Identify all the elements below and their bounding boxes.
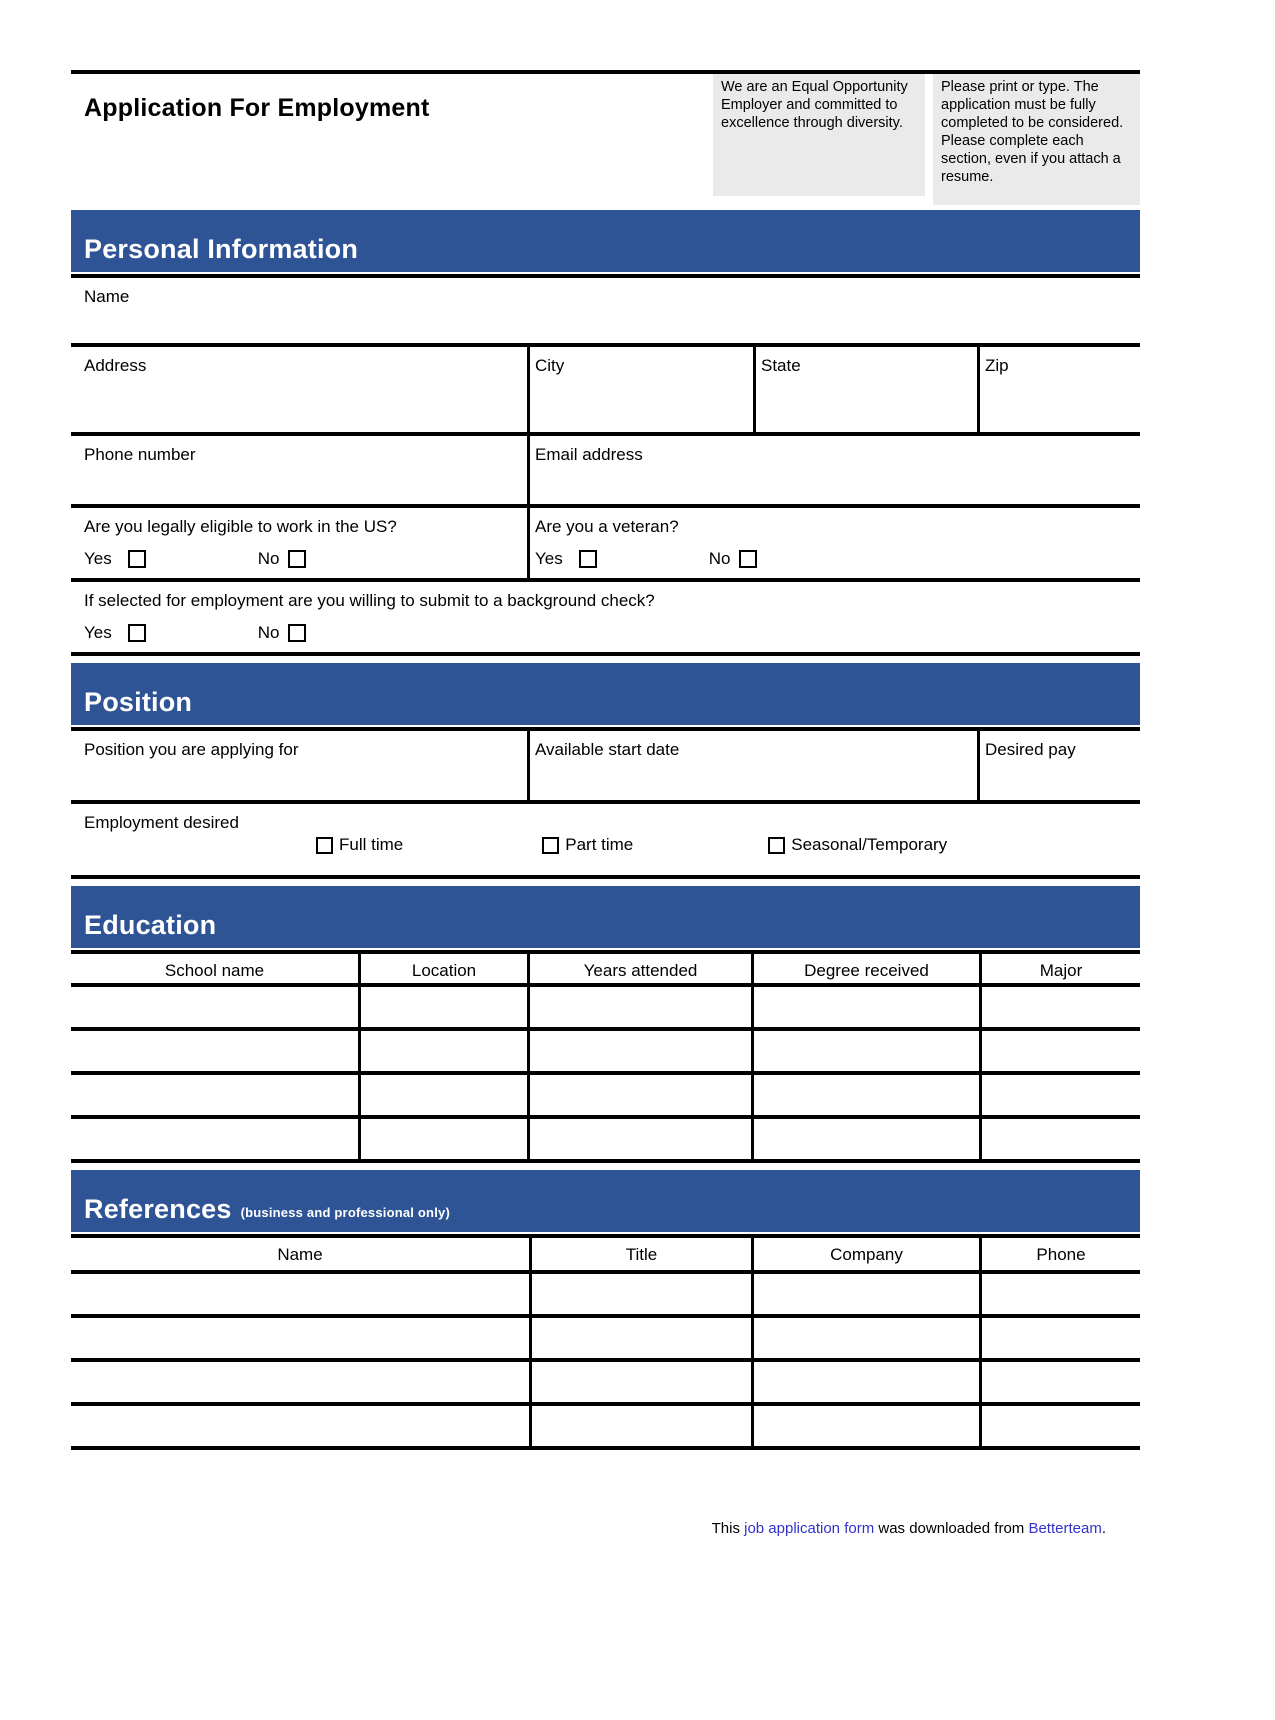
education-row: [71, 1119, 1140, 1163]
reference-cell[interactable]: [71, 1274, 529, 1314]
betterteam-link[interactable]: Betterteam: [1028, 1520, 1102, 1537]
work-eligibility-options: [71, 549, 527, 569]
seasonal-option: [768, 835, 947, 855]
eligible-yes-checkbox[interactable]: [128, 550, 146, 568]
reference-row: [71, 1406, 1140, 1450]
reference-cell[interactable]: [751, 1318, 979, 1358]
veteran-options: [530, 549, 1140, 569]
background-no-checkbox[interactable]: [288, 624, 306, 642]
section-header-personal-information: [71, 210, 1140, 272]
column-header: Degree received: [751, 954, 979, 983]
attribution-footer: [71, 1520, 1140, 1537]
veteran-yes-checkbox[interactable]: [579, 550, 597, 568]
education-cell[interactable]: [527, 1119, 751, 1159]
seasonal-checkbox[interactable]: [768, 837, 785, 854]
phone-email-row: [71, 436, 1140, 508]
employment-type-options: [71, 835, 1140, 866]
background-check-row: [71, 582, 1140, 656]
reference-cell[interactable]: [529, 1406, 751, 1446]
eeo-note: We are an Equal Opportunity Employer and committed to excellence through diversity.: [713, 74, 925, 196]
education-cell[interactable]: [358, 1031, 527, 1071]
section-title: Position: [84, 687, 193, 717]
section-header-education: [71, 886, 1140, 948]
education-cell[interactable]: [751, 1119, 979, 1159]
instructions-note: Please print or type. The application must be fully completed to be considered. Please complete each section, even if you attach a resume.: [933, 74, 1140, 205]
column-header: Years attended: [527, 954, 751, 983]
start-date-label: Available start date: [535, 740, 680, 759]
education-cell[interactable]: [358, 987, 527, 1027]
reference-cell[interactable]: [751, 1406, 979, 1446]
job-application-form-link[interactable]: job application form: [744, 1520, 875, 1537]
address-field[interactable]: [71, 347, 527, 432]
education-cell[interactable]: [751, 987, 979, 1027]
education-cell[interactable]: [979, 1031, 1140, 1071]
start-date-field[interactable]: [527, 731, 977, 800]
full-time-option: [316, 835, 403, 855]
no-label: No: [257, 549, 280, 568]
city-label: City: [535, 356, 565, 375]
reference-cell[interactable]: [529, 1362, 751, 1402]
desired-pay-label: Desired pay: [985, 740, 1076, 759]
eligible-no-checkbox[interactable]: [288, 550, 306, 568]
reference-cell[interactable]: [979, 1406, 1140, 1446]
zip-field[interactable]: [977, 347, 1140, 432]
yes-label: Yes: [84, 623, 112, 642]
address-label: Address: [84, 356, 147, 375]
footer-text: was downloaded from: [874, 1520, 1029, 1537]
reference-cell[interactable]: [751, 1274, 979, 1314]
reference-cell[interactable]: [71, 1362, 529, 1402]
education-cell[interactable]: [751, 1031, 979, 1071]
education-cell[interactable]: [71, 1119, 358, 1159]
desired-pay-field[interactable]: [977, 731, 1140, 800]
zip-label: Zip: [985, 356, 1009, 375]
education-table-header: [71, 954, 1140, 987]
form-header: [71, 70, 1140, 210]
reference-cell[interactable]: [979, 1274, 1140, 1314]
column-header: Company: [751, 1238, 979, 1270]
veteran-no-checkbox[interactable]: [739, 550, 757, 568]
yes-label: Yes: [535, 549, 563, 568]
work-eligibility-label: Are you legally eligible to work in the US?: [84, 517, 397, 536]
reference-row: [71, 1274, 1140, 1318]
full-time-checkbox[interactable]: [316, 837, 333, 854]
background-check-options: [71, 623, 1140, 643]
education-cell[interactable]: [71, 987, 358, 1027]
employment-desired: [71, 804, 1140, 875]
education-cell[interactable]: [527, 1075, 751, 1115]
column-header: Major: [979, 954, 1140, 983]
column-header: School name: [164, 961, 265, 980]
section-header-position: [71, 663, 1140, 725]
address-row: [71, 347, 1140, 436]
education-cell[interactable]: [979, 987, 1140, 1027]
column-header: Title: [529, 1238, 751, 1270]
yes-label: Yes: [84, 549, 112, 568]
reference-row: [71, 1318, 1140, 1362]
veteran-question: [527, 508, 1140, 578]
no-label: No: [257, 623, 280, 642]
reference-cell[interactable]: [751, 1362, 979, 1402]
part-time-label: Part time: [565, 835, 634, 854]
veteran-label: Are you a veteran?: [535, 517, 679, 536]
part-time-option: [542, 835, 633, 855]
column-header: Location: [358, 954, 527, 983]
phone-number-label: Phone number: [84, 445, 196, 464]
education-row: [71, 1075, 1140, 1119]
phone-number-field[interactable]: [71, 436, 527, 504]
section-title: Personal Information: [84, 234, 359, 264]
reference-cell[interactable]: [979, 1318, 1140, 1358]
education-cell[interactable]: [358, 1119, 527, 1159]
employment-desired-row: [71, 804, 1140, 879]
education-cell[interactable]: [527, 1031, 751, 1071]
application-form: [71, 70, 1140, 1537]
education-cell[interactable]: [751, 1075, 979, 1115]
column-header: Name: [277, 1245, 323, 1264]
education-cell[interactable]: [71, 1075, 358, 1115]
education-row: [71, 987, 1140, 1031]
education-cell[interactable]: [358, 1075, 527, 1115]
name-label: Name: [84, 287, 130, 306]
position-applying-for-label: Position you are applying for: [84, 740, 299, 759]
education-row: [71, 1031, 1140, 1075]
reference-cell[interactable]: [71, 1406, 529, 1446]
background-check-question: [71, 582, 1140, 652]
reference-cell[interactable]: [979, 1362, 1140, 1402]
state-field[interactable]: [753, 347, 977, 432]
column-header: Phone: [979, 1238, 1140, 1270]
city-field[interactable]: [527, 347, 753, 432]
footer-text: .: [1101, 1520, 1106, 1537]
work-eligibility-question: [71, 508, 527, 578]
name-field[interactable]: [71, 278, 1140, 347]
section-header-references: [71, 1170, 1140, 1232]
education-cell[interactable]: [71, 1031, 358, 1071]
no-label: No: [708, 549, 731, 568]
eligibility-veteran-row: [71, 508, 1140, 582]
section-subtitle: (business and professional only): [240, 1205, 450, 1220]
education-cell[interactable]: [979, 1075, 1140, 1115]
email-address-label: Email address: [535, 445, 643, 464]
position-applying-for-field[interactable]: [71, 731, 527, 800]
footer-text: This: [711, 1520, 745, 1537]
full-time-label: Full time: [339, 835, 404, 854]
section-title: Education: [84, 910, 217, 940]
reference-cell[interactable]: [71, 1318, 529, 1358]
education-cell[interactable]: [527, 987, 751, 1027]
reference-cell[interactable]: [529, 1318, 751, 1358]
education-cell[interactable]: [979, 1119, 1140, 1159]
background-yes-checkbox[interactable]: [128, 624, 146, 642]
reference-cell[interactable]: [529, 1274, 751, 1314]
part-time-checkbox[interactable]: [542, 837, 559, 854]
background-check-label: If selected for employment are you willing to submit to a background check?: [84, 591, 655, 610]
page-title: Application For Employment: [84, 94, 430, 122]
state-label: State: [761, 356, 801, 375]
references-table-header: [71, 1238, 1140, 1274]
reference-row: [71, 1362, 1140, 1406]
section-title: References: [84, 1194, 232, 1224]
position-details-row: [71, 731, 1140, 804]
seasonal-label: Seasonal/Temporary: [791, 835, 948, 854]
email-address-field[interactable]: [527, 436, 1140, 504]
employment-desired-label: Employment desired: [84, 813, 239, 832]
